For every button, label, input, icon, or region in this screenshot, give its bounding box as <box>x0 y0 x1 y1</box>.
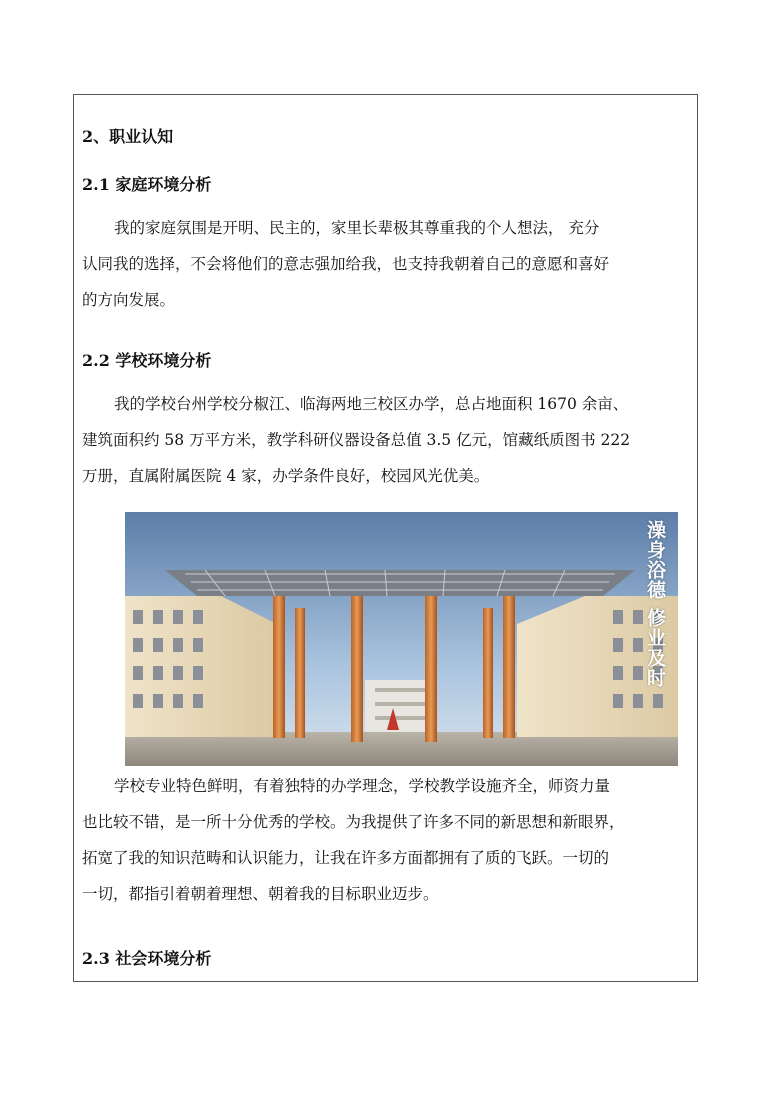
campus-gate-image <box>125 512 678 766</box>
text-line: 也比较不错，是一所十分优秀的学校。为我提供了许多不同的新思想和新眼界， <box>82 813 625 831</box>
paragraph-family <box>82 210 692 318</box>
paragraph-school-2 <box>82 768 692 912</box>
campus-photo <box>125 512 678 766</box>
heading-school: 2.2 学校环境分析 <box>82 351 212 370</box>
text-line: 认同我的选择，不会将他们的意志强加给我，也支持我朝着自己的意愿和喜好 <box>82 255 610 273</box>
section-title: 2、职业认知 <box>82 127 174 146</box>
text-line: 我的家庭氛围是开明、民主的，家里长辈极其尊重我的个人想法， 充分 <box>114 219 600 237</box>
text-line: 拓宽了我的知识范畴和认识能力，让我在许多方面都拥有了质的飞跃。一切的 <box>82 849 610 867</box>
text-line: 的方向发展。 <box>82 291 176 309</box>
text-line: 万册，直属附属医院 4 家，办学条件良好，校园风光优美。 <box>82 467 490 485</box>
text-line: 学校专业特色鲜明，有着独特的办学理念，学校教学设施齐全，师资力量 <box>114 777 611 795</box>
text-line: 一切，都指引着朝着理想、朝着我的目标职业迈步。 <box>82 885 439 903</box>
photo-motto: 澡身浴德 修业及时 <box>644 520 666 688</box>
heading-family: 2.1 家庭环境分析 <box>82 175 212 194</box>
text-line: 我的学校台州学校分椒江、临海两地三校区办学，总占地面积 1670 余亩、 <box>114 395 629 413</box>
paragraph-school <box>82 386 692 494</box>
text-line: 建筑面积约 58 万平方米，教学科研仪器设备总值 3.5 亿元，馆藏纸质图书 222 <box>82 431 631 449</box>
heading-society: 2.3 社会环境分析 <box>82 949 212 968</box>
